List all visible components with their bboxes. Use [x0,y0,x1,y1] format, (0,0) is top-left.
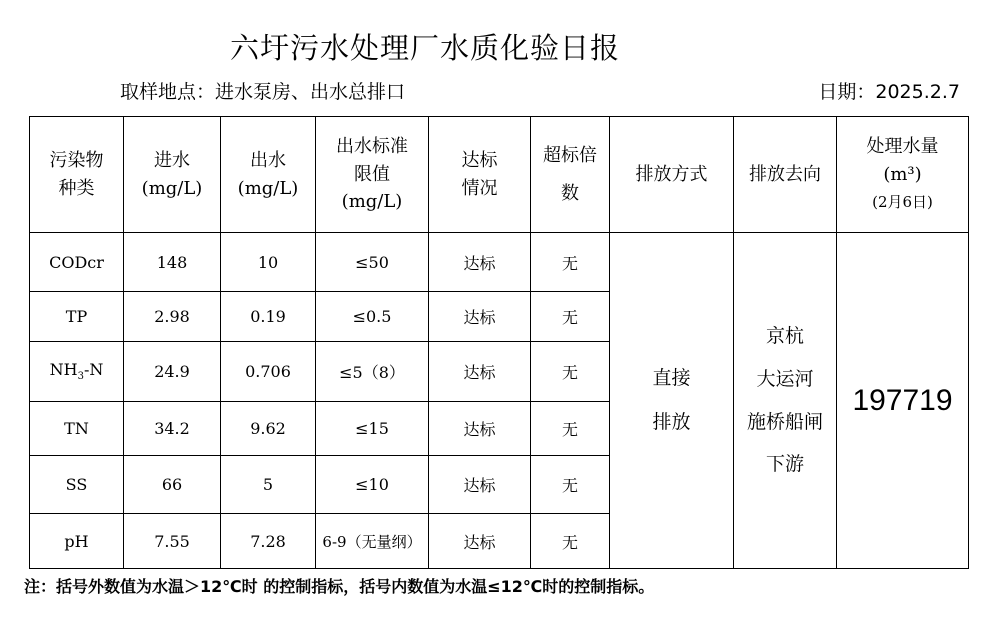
multiple-cell: 无 [531,456,610,514]
header-limit: 出水标准 限值 (mg/L) [316,117,429,233]
inflow-cell: 24.9 [124,342,221,402]
report-date: 日期：2025.2.7 [818,81,960,103]
status-cell: 达标 [429,233,531,292]
multiple-cell: 无 [531,342,610,402]
header-discharge-method: 排放方式 [610,117,734,233]
multiple-cell: 无 [531,233,610,292]
inflow-cell: 148 [124,233,221,292]
status-cell: 达标 [429,342,531,402]
header-volume: 处理水量 (m³) (2月6日) [837,117,969,233]
multiple-cell: 无 [531,514,610,569]
outflow-cell: 0.19 [221,292,316,342]
limit-cell: ≤0.5 [316,292,429,342]
outflow-cell: 5 [221,456,316,514]
discharge-direction-cell: 京杭 大运河 施桥船闸 下游 [734,233,837,569]
status-cell: 达标 [429,292,531,342]
outflow-cell: 0.706 [221,342,316,402]
status-cell: 达标 [429,514,531,569]
inflow-cell: 7.55 [124,514,221,569]
limit-cell: ≤10 [316,456,429,514]
multiple-cell: 无 [531,402,610,456]
pollutant-cell: TP [30,292,124,342]
header-status: 达标 情况 [429,117,531,233]
outflow-cell: 9.62 [221,402,316,456]
inflow-cell: 2.98 [124,292,221,342]
header-pollutant: 污染物 种类 [30,117,124,233]
outflow-cell: 10 [221,233,316,292]
pollutant-cell: CODcr [30,233,124,292]
inflow-cell: 66 [124,456,221,514]
limit-cell: ≤5（8） [316,342,429,402]
volume-cell: 197719 [837,233,969,569]
header-discharge-direction: 排放去向 [734,117,837,233]
report-title: 六圩污水处理厂水质化验日报 [230,31,621,65]
multiple-cell: 无 [531,292,610,342]
footnote: 注：括号外数值为水温＞12℃时 的控制指标，括号内数值为水温≤12℃时的控制指标。 [24,577,655,596]
pollutant-cell: SS [30,456,124,514]
pollutant-cell: TN [30,402,124,456]
water-quality-table [29,116,969,569]
pollutant-cell: $NH_3-N$ [30,342,124,402]
header-row [30,117,969,233]
limit-cell: ≤50 [316,233,429,292]
pollutant-cell: pH [30,514,124,569]
inflow-cell: 34.2 [124,402,221,456]
sampling-location: 取样地点：进水泵房、出水总排口 [120,81,406,103]
header-outflow: 出水 (mg/L) [221,117,316,233]
limit-cell: ≤15 [316,402,429,456]
status-cell: 达标 [429,456,531,514]
limit-cell: 6-9（无量纲） [316,514,429,569]
header-inflow: 进水 (mg/L) [124,117,221,233]
header-multiple: 超标倍 数 [531,117,610,233]
table-row [30,233,969,292]
status-cell: 达标 [429,402,531,456]
discharge-method-cell: 直接 排放 [610,233,734,569]
outflow-cell: 7.28 [221,514,316,569]
